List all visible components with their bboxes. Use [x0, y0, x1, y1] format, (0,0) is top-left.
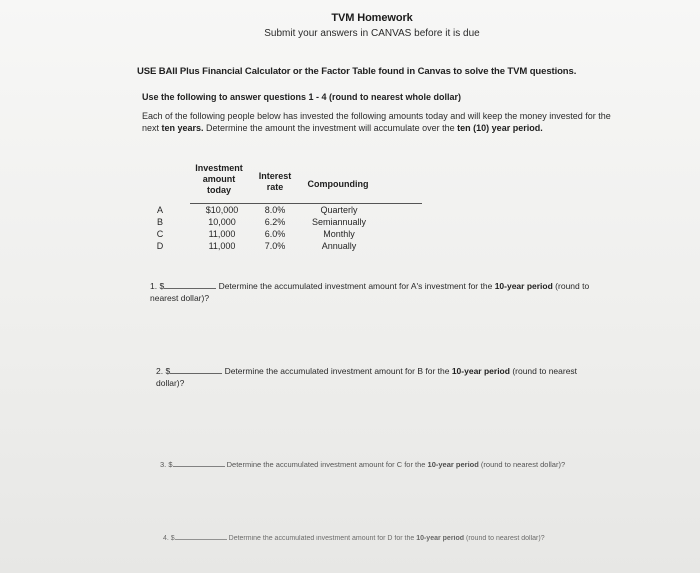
calculator-instruction: USE BAII Plus Financial Calculator or the Factor Table found in Canvas to solve the TVM questions. [137, 66, 577, 77]
header-divider [190, 203, 422, 204]
header-rate [250, 171, 300, 193]
question-3 [160, 458, 590, 471]
question-1-bold: 10-year period [494, 281, 553, 291]
question-3-tail: (round to nearest dollar)? [478, 460, 566, 469]
amount-cell: 10,000 [208, 217, 236, 227]
question-4-bold: 10-year period [416, 535, 465, 542]
question-2-bold: 10-year period [451, 366, 510, 376]
compounding-cell: Semiannually [311, 217, 367, 227]
question-2 [156, 365, 596, 389]
document-title: TVM Homework [331, 12, 413, 24]
question-4-number: 4. $ [163, 535, 175, 542]
problem-description [142, 110, 612, 134]
question-1-answer-blank[interactable] [164, 280, 216, 289]
description-bold2: ten (10) year period. [457, 123, 543, 133]
question-1-number: 1. $ [150, 281, 165, 291]
header-investment-line3: today [206, 185, 231, 195]
investment-table [150, 163, 390, 263]
row-label: A [156, 205, 163, 215]
document-header [0, 12, 700, 39]
rate-cell: 7.0% [264, 241, 286, 251]
question-4-text: Determine the accumulated investment amount for D for the [228, 535, 417, 542]
question-3-bold: 10-year period [427, 460, 479, 469]
description-part1: Each of the following people below has invested the following amounts today and will keep the money invested for the next [142, 111, 611, 133]
question-1-text: Determine the accumulated investment amount for A's investment for the [218, 281, 495, 291]
amount-cell: 11,000 [208, 229, 236, 239]
row-label: C [156, 229, 164, 239]
question-4-answer-blank[interactable] [175, 531, 227, 540]
header-rate-line2: rate [266, 182, 284, 192]
question-4 [163, 531, 583, 545]
compounding-cell: Monthly [323, 229, 355, 239]
compounding-cell: Annually [321, 241, 357, 251]
questions-instruction: Use the following to answer questions 1 - 4 (round to nearest whole dollar) [142, 92, 462, 102]
header-investment-line2: amount [202, 174, 236, 184]
question-4-tail: (round to nearest dollar)? [464, 535, 545, 542]
question-3-text: Determine the accumulated investment amount for C for the [226, 460, 428, 469]
question-1 [150, 280, 600, 304]
question-2-number: 2. $ [156, 366, 171, 376]
rate-cell: 8.0% [264, 205, 286, 215]
rate-cell: 6.0% [264, 229, 286, 239]
question-2-answer-blank[interactable] [170, 365, 222, 374]
row-label: B [156, 217, 163, 227]
rate-cell: 6.2% [264, 217, 286, 227]
question-3-number: 3. $ [160, 460, 173, 469]
amount-cell: $10,000 [205, 205, 239, 215]
header-investment-line1: Investment [195, 163, 243, 173]
question-3-answer-blank[interactable] [173, 458, 225, 467]
header-compounding: Compounding [307, 179, 369, 189]
question-2-tail: (round to nearest dollar)? [156, 366, 578, 388]
row-label: D [156, 241, 164, 251]
document-subtitle: Submit your answers in CANVAS before it is due [264, 28, 480, 39]
question-1-tail: (round to nearest dollar)? [150, 281, 590, 303]
amount-cell: 11,000 [208, 241, 236, 251]
description-part2: Determine the amount the investment will accumulate over the [203, 123, 458, 133]
question-2-text: Determine the accumulated investment amount for B for the [224, 366, 452, 376]
header-investment [188, 163, 250, 196]
description-bold1: ten years. [161, 123, 204, 133]
compounding-cell: Quarterly [320, 205, 358, 215]
header-rate-line1: Interest [258, 171, 292, 181]
